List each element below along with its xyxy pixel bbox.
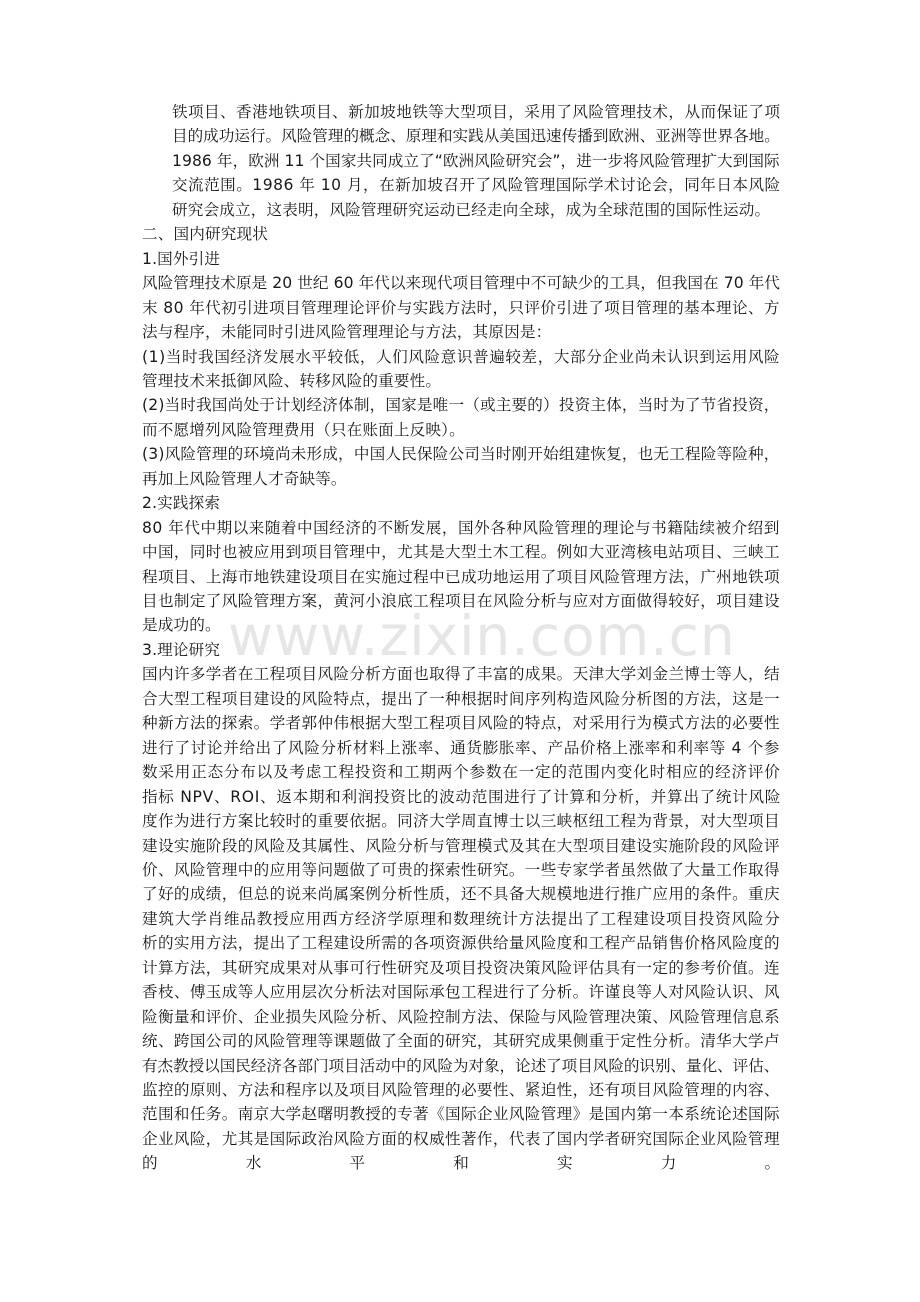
text-line: 的水平和实力。 [142, 1154, 869, 1173]
text-line: 计算方法，其研究成果对从事可行性研究及项目投资决策风险评估具有一定的参考价值。连 [142, 958, 780, 977]
text-line: 而不愿增列风险管理费用（只在账面上反映）。 [142, 420, 465, 439]
text-line: 是成功的。 [142, 616, 221, 635]
text-line: 进行了讨论并给出了风险分析材料上涨率、通货膨胀率、产品价格上涨率和利率等 4 个参 [142, 738, 781, 757]
text-line: 程项目、上海市地铁建设项目在实施过程中已成功地运用了项目风险管理方法，广州地铁项 [142, 567, 780, 586]
text-line: 度作为进行方案比较时的重要依据。同济大学周直博士以三峡枢纽工程为背景，对大型项目 [142, 812, 780, 831]
text-line: (2)当时我国尚处于计划经济体制，国家是唯一（或主要的）投资主体，当时为了节省投资， [142, 396, 780, 415]
text-line: 80 年代中期以来随着中国经济的不断发展，国外各种风险管理的理论与书籍陆续被介绍到 [142, 518, 780, 537]
text-line: 析的实用方法，提出了工程建设所需的各项资源供给量风险度和工程产品销售价格风险度的 [142, 934, 780, 953]
text-line: 2.实践探索 [142, 494, 221, 513]
text-line: (1)当时我国经济发展水平较低，人们风险意识普遍较差，大部分企业尚未认识到运用风险 [142, 347, 781, 366]
text-line: 风险管理技术原是 20 世纪 60 年代以来现代项目管理中不可缺少的工具，但我国在 70 年代 [142, 274, 781, 293]
text-line: 研究会成立，这表明，风险管理研究运动已经走向全球，成为全球范围的国际性运动。 [172, 200, 771, 219]
text-line: 国内许多学者在工程项目风险分析方面也取得了丰富的成果。天津大学刘金兰博士等人，结 [142, 665, 780, 684]
text-line: 交流范围。1986 年 10 月，在新加坡召开了风险管理国际学术讨论会，同年日本风险 [172, 176, 781, 195]
text-line: 3.理论研究 [142, 640, 221, 659]
text-line: 1986 年，欧洲 11 个国家共同成立了“欧洲风险研究会”，进一步将风险管理扩大到国际 [172, 151, 780, 170]
text-line: 合大型工程项目建设的风险特点，提出了一种根据时间序列构造风险分析图的方法，这是一 [142, 689, 780, 708]
text-line: 1.国外引进 [142, 249, 221, 268]
text-line: 二、国内研究现状 [142, 225, 268, 244]
text-line: 建设实施阶段的风险及其属性、风险分析与管理模式及其在大型项目建设实施阶段的风险评 [142, 836, 780, 855]
text-line: 数采用正态分布以及考虑工程投资和工期两个参数在一定的范围内变化时相应的经济评价 [142, 763, 781, 782]
text-line: 末 80 年代初引进项目管理理论评价与实践方法时，只评价引进了项目管理的基本理论、方 [142, 298, 780, 317]
text-line: 有杰教授以国民经济各部门项目活动中的风险为对象，论述了项目风险的识别、量化、评估、 [142, 1056, 780, 1075]
text-line: 范围和任务。南京大学赵曙明教授的专著《国际企业风险管理》是国内第一本系统论述国际 [142, 1105, 780, 1124]
text-line: 目也制定了风险管理方案，黄河小浪底工程项目在风险分析与应对方面做得较好，项目建设 [142, 592, 780, 610]
text-line: 企业风险，尤其是国际政治风险方面的权威性著作，代表了国内学者研究国际企业风险管理 [142, 1129, 780, 1148]
text-line: 中国，同时也被应用到项目管理中，尤其是大型土木工程。例如大亚湾核电站项目、三峡工 [142, 543, 780, 562]
text-line: (3)风险管理的环境尚未形成，中国人民保险公司当时刚开始组建恢复，也无工程险等险种， [142, 445, 780, 464]
text-line: 指标 NPV、ROI、返本期和利润投资比的波动范围进行了计算和分析，并算出了统计风险 [142, 787, 782, 806]
text-line: 铁项目、香港地铁项目、新加坡地铁等大型项目，采用了风险管理技术，从而保证了项 [172, 103, 781, 121]
text-line: 香枝、傅玉成等人应用层次分析法对国际承包工程进行了分析。许谨良等人对风险认识、风 [142, 983, 780, 1002]
text-line: 价、风险管理中的应用等问题做了可贵的探索性研究。一些专家学者虽然做了大量工作取得 [142, 860, 780, 879]
text-line: 再加上风险管理人才奇缺等。 [142, 469, 347, 488]
text-line: 建筑大学肖维品教授应用西方经济学原理和数理统计方法提出了工程建设项目投资风险分 [142, 909, 781, 928]
text-line: 种新方法的探索。学者郭仲伟根据大型工程项目风险的特点，对采用行为模式方法的必要性 [142, 714, 780, 733]
text-line: 管理技术来抵御风险、转移风险的重要性。 [142, 371, 442, 390]
text-line: 监控的原则、方法和程序以及项目风险管理的必要性、紧迫性，还有项目风险管理的内容、 [142, 1081, 780, 1099]
text-line: 统、跨国公司的风险管理等课题做了全面的研究，其研究成果侧重于定性分析。清华大学卢 [142, 1032, 780, 1051]
text-line: 目的成功运行。风险管理的概念、原理和实践从美国迅速传播到欧洲、亚洲等世界各地。 [172, 127, 780, 146]
text-line: 法与程序，未能同时引进风险管理理论与方法，其原因是： [142, 323, 552, 342]
text-line: 了好的成绩，但总的说来尚属案例分析性质，还不具备大规模地进行推广应用的条件。重庆 [142, 885, 780, 904]
text-line: 险衡量和评价、企业损失风险分析、风险控制方法、保险与风险管理决策、风险管理信息系 [142, 1007, 780, 1026]
watermark: www.zixin.com.cn [228, 604, 736, 668]
